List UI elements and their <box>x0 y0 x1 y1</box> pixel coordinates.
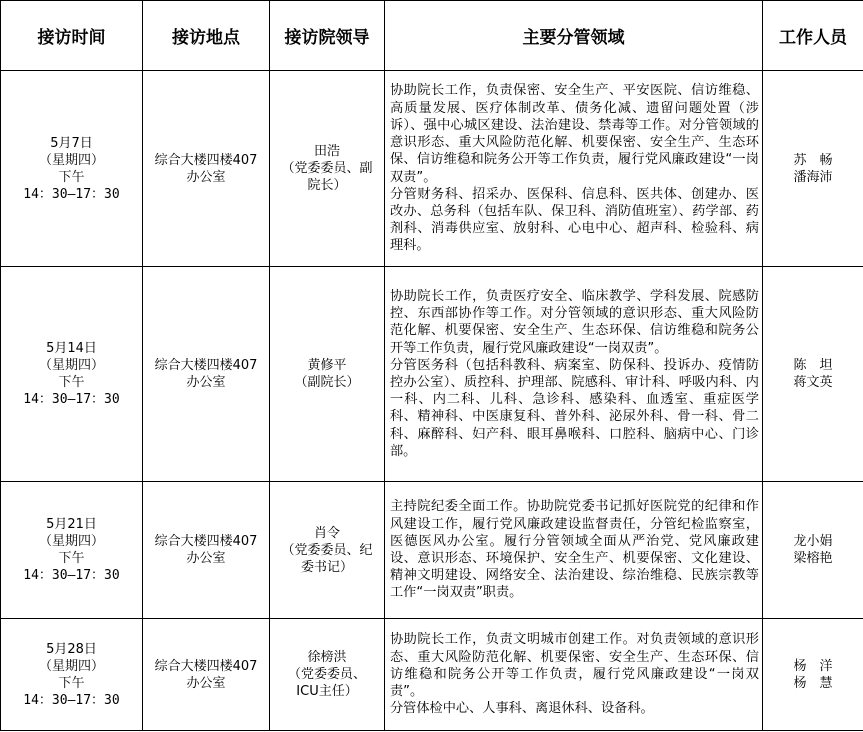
leader-title: （党委委员、副院长） <box>281 161 373 193</box>
header-time: 接访时间 <box>1 1 143 71</box>
duty-paragraph: 分管体检中心、人事科、离退休科、设备科。 <box>390 701 654 717</box>
header-staff: 工作人员 <box>763 1 863 71</box>
reception-time-cell <box>1 267 143 482</box>
reception-period: 下午 <box>58 169 85 185</box>
reception-date: 5月7日 <box>50 135 93 151</box>
duty-paragraph: 分管财务科、招采办、医保科、信息科、医共体、创建办、医改办、总务科（包括车队、保卫科、消防值班室）、药学部、药剂科、消毒供应室、放射科、心电中心、超声科、检验科、病理科。 <box>390 186 759 254</box>
reception-location: 综合大楼四楼407办公室 <box>143 482 270 619</box>
reception-time-cell <box>1 482 143 619</box>
leader-title: （党委委员、纪委书记） <box>281 542 373 575</box>
leader-name: 田浩 <box>313 144 340 159</box>
leader-cell <box>270 71 385 267</box>
staff-name: 蒋文英 <box>793 375 833 390</box>
reception-period: 下午 <box>58 675 85 691</box>
duties-cell <box>385 482 763 619</box>
reception-hours: 14：30—17：30 <box>23 568 120 583</box>
reception-date: 5月14日 <box>46 341 97 356</box>
reception-location: 综合大楼四楼407办公室 <box>143 267 270 482</box>
staff-name: 梁榕艳 <box>793 551 833 566</box>
header-leader: 接访院领导 <box>270 1 385 71</box>
reception-weekday: （星期四） <box>38 658 104 674</box>
header-location: 接访地点 <box>143 1 270 71</box>
duties-cell <box>385 267 763 482</box>
duty-paragraph: 协助院长工作，负责文明城市创建工作。对负责领域的意识形态、重大风险防范化解、机要保密、安全生产、生态环保、信访维稳和院务公开等工作负责，履行党风廉政建设“一岗双责”。 <box>390 632 759 700</box>
leader-name: 徐榜洪 <box>307 650 347 665</box>
reception-hours: 14：30—17：30 <box>23 692 120 708</box>
staff-name: 杨 洋 <box>793 658 833 674</box>
staff-name: 陈 坦 <box>793 358 833 373</box>
leader-name: 肖令 <box>313 525 340 541</box>
staff-name: 龙小娟 <box>793 534 833 549</box>
reception-location: 综合大楼四楼407办公室 <box>143 71 270 267</box>
reception-period: 下午 <box>58 375 85 390</box>
reception-location: 综合大楼四楼407办公室 <box>143 619 270 731</box>
staff-name: 苏 畅 <box>793 152 833 168</box>
leader-title: （副院长） <box>294 375 360 390</box>
table-row <box>1 619 863 731</box>
header-row <box>1 1 863 71</box>
staff-name: 杨 慧 <box>793 675 833 691</box>
reception-date: 5月21日 <box>46 517 97 532</box>
duty-paragraph: 协助院长工作，负责保密、安全生产、平安医院、信访维稳、高质量发展、医疗体制改革、债务化减、遗留问题处置（涉诉）、强中心城区建设、法治建设、禁毒等工作。对分管领域的意识形态、重大风险防范化解、机要保密、安全生产、生态环保、信访维稳和院务公开等工作负责，履行党风廉政建设“一岗双责”。 <box>390 83 759 185</box>
staff-cell <box>763 619 863 731</box>
reception-weekday: （星期四） <box>38 534 104 549</box>
reception-weekday: （星期四） <box>38 152 104 168</box>
table-row <box>1 71 863 267</box>
staff-name: 潘海沛 <box>793 169 833 185</box>
table-row <box>1 267 863 482</box>
reception-period: 下午 <box>58 551 85 566</box>
leader-cell <box>270 267 385 482</box>
duties-cell <box>385 71 763 267</box>
leader-name: 黄修平 <box>307 358 347 373</box>
duty-paragraph: 主持院纪委全面工作。协助院党委书记抓好医院党的纪律和作风建设工作，履行党风廉政建设监督责任，分管纪检监察室，医德医风办公室。履行分管领域全面从严治党、党风廉政建设、意识形态、环境保护、安全生产、机要保密、文化建设、精神文明建设、网络安全、法治建设、综治维稳、民族宗教等工作“一岗双责”职责。 <box>390 499 759 601</box>
reception-hours: 14：30—17：30 <box>23 186 120 202</box>
table-row <box>1 482 863 619</box>
reception-time-cell <box>1 619 143 731</box>
staff-cell <box>763 71 863 267</box>
duty-paragraph: 协助院长工作，负责医疗安全、临床教学、学科发展、院感防控、东西部协作等工作。对分管领域的意识形态、重大风险防范化解、机要保密、安全生产、生态环保、信访维稳和院务公开等工作负责，履行党风廉政建设“一岗双责”。 <box>390 288 759 356</box>
reception-time-cell <box>1 71 143 267</box>
reception-weekday: （星期四） <box>38 358 104 373</box>
duties-cell <box>385 619 763 731</box>
leader-title: （党委委员、ICU主任） <box>287 667 366 699</box>
staff-cell <box>763 482 863 619</box>
leader-cell <box>270 619 385 731</box>
duty-paragraph: 分管医务科（包括科教科、病案室、防保科、投诉办、疫情防控办公室）、质控科、护理部、院感科、审计科、呼吸内科、内一科、内二科、儿科、急诊科、感染科、血透室、重症医学科、精神科、中医康复科、普外科、泌尿外科、骨一科、骨二科、麻醉科、妇产科、眼耳鼻喉科、口腔科、脑病中心、门诊部。 <box>390 357 759 459</box>
leader-cell <box>270 482 385 619</box>
header-duties: 主要分管领域 <box>385 1 763 71</box>
reception-hours: 14：30—17：30 <box>23 392 120 407</box>
reception-date: 5月28日 <box>46 641 97 657</box>
staff-cell <box>763 267 863 482</box>
